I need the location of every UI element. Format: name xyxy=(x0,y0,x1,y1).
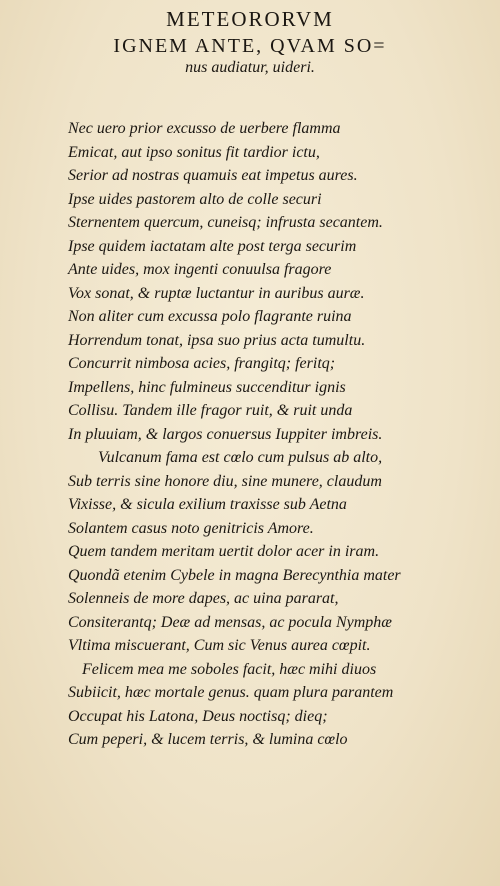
verse-line: Cum peperi, & lucem terris, & lumina cœlo xyxy=(68,731,348,748)
verse-line: Solantem casus noto genitricis Amore. xyxy=(68,519,314,537)
verse-line: Horrendum tonat, ipsa suo prius acta tumultu. xyxy=(68,331,366,349)
section-heading-line1: IGNEM ANTE, QVAM SO= xyxy=(113,35,387,57)
verse-block xyxy=(68,117,440,752)
verse-line: Impellens, hinc fulmineus succenditur ignis xyxy=(68,378,346,396)
verse-line: Concurrit nimbosa acies, frangitq; feritq; xyxy=(68,355,336,372)
verse-line: Subiicit, hæc mortale genus. quam plura parantem xyxy=(68,684,394,701)
verse-line: Emicat, aut ipso sonitus fit tardior ictu, xyxy=(68,143,320,161)
section-heading-line2: nus audiatur, uideri. xyxy=(185,59,315,76)
verse-line: Felicem mea me soboles facit, hæc mihi diuos xyxy=(82,660,377,678)
verse-line: Non aliter cum excussa polo flagrante ruina xyxy=(68,308,352,325)
page-header xyxy=(0,6,500,78)
verse-line: Vixisse, & sicula exilium traxisse sub Aetna xyxy=(68,496,347,513)
verse-line: Ipse uides pastorem alto de colle securi xyxy=(68,190,322,208)
verse-line: Vltima miscuerant, Cum sic Venus aurea cœpit. xyxy=(68,637,371,654)
verse-line: Collisu. Tandem ille fragor ruit, & ruit unda xyxy=(68,402,353,419)
verse-line: In pluuiam, & largos conuersus Iuppiter imbreis. xyxy=(68,425,383,443)
verse-line: Quem tandem meritam uertit dolor acer in iram. xyxy=(68,543,380,560)
verse-line: Ante uides, mox ingenti conuulsa fragore xyxy=(68,261,332,278)
verse-line: Consiterantq; Deæ ad mensas, ac pocula Nymphæ xyxy=(68,613,392,631)
verse-line: Nec uero prior excusso de uerbere flamma xyxy=(68,120,341,137)
verse-line: Solenneis de more dapes, ac uina pararat, xyxy=(68,590,339,607)
running-head: METEORORVM xyxy=(166,7,334,31)
verse-line: Sternentem quercum, cuneisq; infrusta secantem. xyxy=(68,214,383,231)
verse-line: Ipse quidem iactatam alte post terga securim xyxy=(68,237,357,255)
verse-line: Serior ad nostras quamuis eat impetus aures. xyxy=(68,167,358,184)
verse-line: Vulcanum fama est cœlo cum pulsus ab alto, xyxy=(98,449,383,466)
verse-line: Quondã etenim Cybele in magna Berecynthia mater xyxy=(68,566,401,584)
verse-line: Vox sonat, & ruptæ luctantur in auribus auræ. xyxy=(68,284,365,302)
verse-line: Occupat his Latona, Deus noctisq; dieq; xyxy=(68,707,328,725)
verse-line: Sub terris sine honore diu, sine munere, claudum xyxy=(68,472,382,490)
